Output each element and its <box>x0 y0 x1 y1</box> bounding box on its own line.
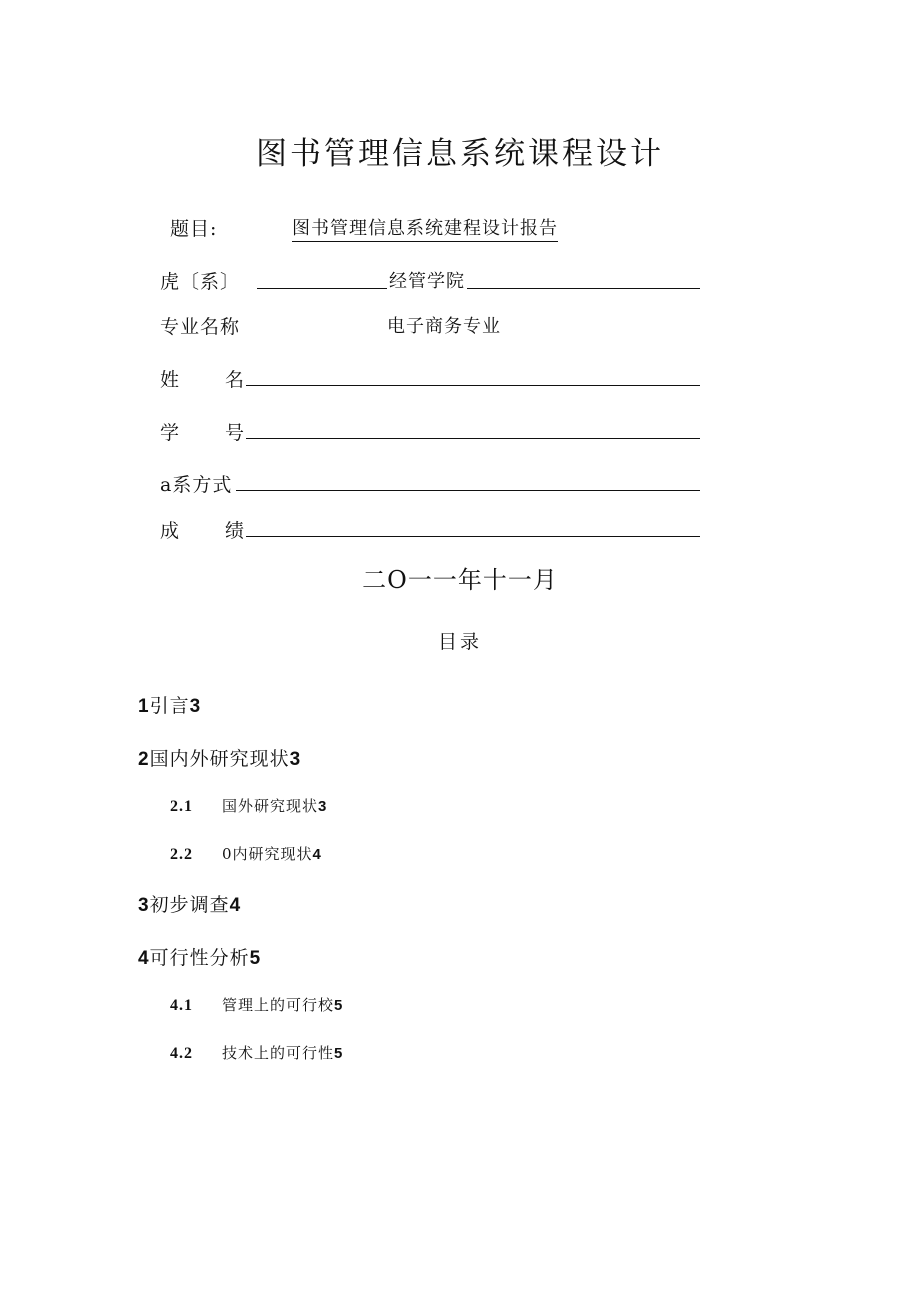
toc-entry[interactable]: 2.2 0内研究现状4 <box>170 845 322 863</box>
department-label: 虎〔系〕 <box>160 271 241 293</box>
toc-entry[interactable]: 4可行性分析5 <box>138 947 262 969</box>
toc-entry[interactable]: 2.1 国外研究现状3 <box>170 797 328 815</box>
department-underline <box>257 288 700 289</box>
department-value: 经管学院 <box>387 267 467 293</box>
contact-underline <box>236 490 700 491</box>
name-underline <box>246 385 700 386</box>
major-label: 专业名称 <box>160 316 241 338</box>
document-title: 图书管理信息系统课程设计 <box>256 136 664 172</box>
toc-entry[interactable]: 1引言3 <box>138 695 202 717</box>
student-id-label: 学 号 <box>160 422 246 444</box>
grade-label: 成 绩 <box>160 520 246 542</box>
grade-underline <box>246 536 700 537</box>
toc-entry[interactable]: 2国内外研究现状3 <box>138 748 302 770</box>
toc-entry[interactable]: 4.1 管理上的可行校5 <box>170 996 344 1014</box>
name-label: 姓 名 <box>160 369 246 391</box>
toc-entry[interactable]: 3初步调查4 <box>138 894 242 916</box>
major-value: 电子商务专业 <box>387 316 501 337</box>
topic-value: 图书管理信息系统建程设计报告 <box>292 214 558 242</box>
document-date: 二O一一年十一月 <box>362 566 558 594</box>
toc-entry[interactable]: 4.2 技术上的可行性5 <box>170 1044 344 1062</box>
contact-label: a系方式 <box>160 474 233 496</box>
toc-title: 目录 <box>437 631 482 653</box>
student-id-underline <box>246 438 700 439</box>
topic-label: 题目: <box>170 218 218 240</box>
